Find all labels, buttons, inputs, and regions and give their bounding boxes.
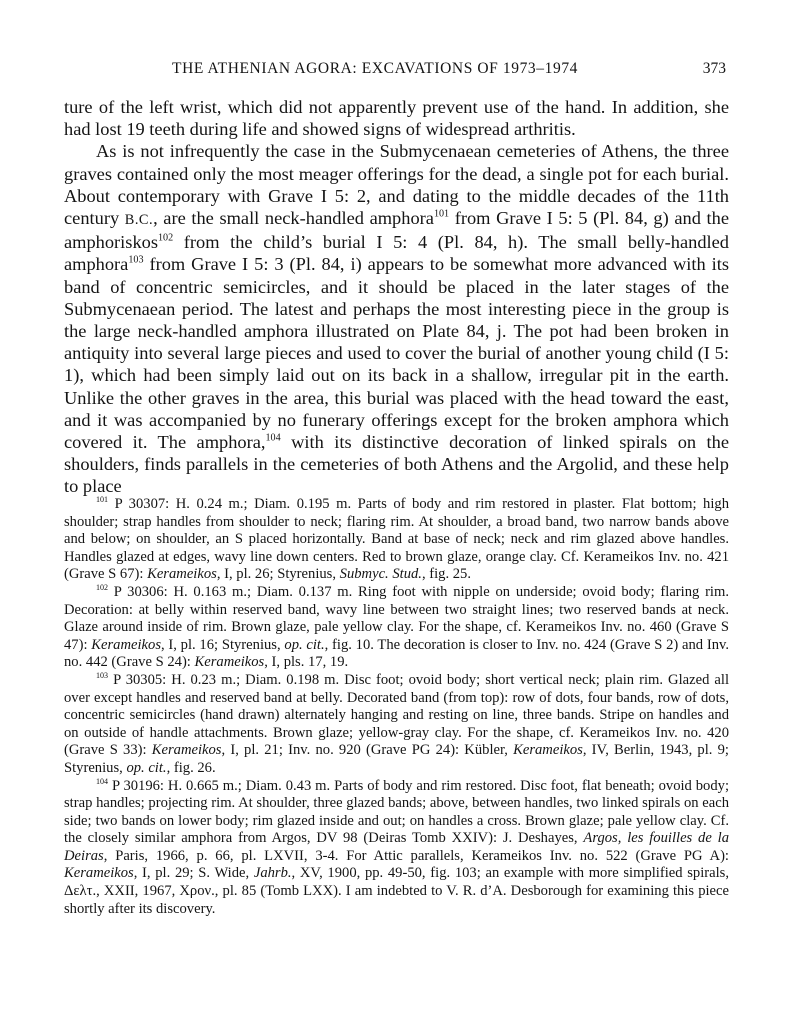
text-run: from the child’s burial I 5: 4 (Pl. 84, h). The small belly-handled amphora — [64, 232, 729, 275]
footnotes — [64, 496, 729, 918]
text-run: , I, pl. 26; Styrenius, — [216, 566, 340, 583]
paragraph-submycenaean-graves — [64, 140, 729, 497]
footnote-101 — [64, 496, 729, 584]
running-header — [98, 60, 726, 84]
text-run: , I, pls. 17, 19. — [264, 654, 349, 671]
text-run: , I, pl. 16; Styrenius, — [161, 636, 285, 653]
text-run: , fig. 26. — [166, 759, 216, 776]
text-run: with its distinctive decoration of linked spirals on the shoulders, finds parallels in the cemeteries of both Athens and the Argolid, and these help to place — [64, 432, 729, 497]
footnote-103 — [64, 672, 729, 778]
text-run: As is not infrequently the case in the Submycenaean cemeteries of Athens, the three graves contained only the most meager offerings for the dead, a single pot for each burial. About contemporary with Grave I 5: 2, and dating to the middle decades of the 11th century — [64, 141, 729, 229]
text-run: , are the small neck-handled amphora — [153, 208, 434, 229]
italic-title: Kerameikos — [147, 566, 217, 583]
footnote-number: 103 — [96, 670, 109, 680]
text-run: , IV, Berlin, 1943, pl. 9; Styrenius, — [64, 742, 729, 776]
italic-title: Jahrb. — [253, 865, 292, 882]
italic-title: Kerameikos — [194, 654, 265, 671]
era-abbrev: B.C. — [124, 212, 154, 229]
text-run: , Paris, 1966, p. 66, pl. LXVII, 3-4. For Attic parallels, Kerameikos Inv. no. 522 (Grave PG A): — [103, 847, 729, 864]
italic-title: op. cit. — [284, 636, 325, 653]
text-run: P 30306: H. 0.163 m.; Diam. 0.137 m. Ring foot with nipple on underside; ovoid body; flaring rim. Decoration: at belly within reserved band, wavy line between two straight lines; two reserved bands at neck. Glaze around inside of rim. Brown glaze, pale yellow clay. For the shape, cf. Kerameikos Inv. no. 460 (Grave S 47): — [64, 583, 729, 653]
text-run: , fig. 10. The decoration is closer to Inv. no. 424 (Grave S 2) and Inv. no. 442 (Grave S 24): — [64, 636, 729, 671]
text-run: from Grave I 5: 3 (Pl. 84, i) appears to be somewhat more advanced with its band of concentric semicircles, and it should be placed in the later stages of the Submycenaean period. The latest and perhaps the most interesting piece in the group is the large neck-handled amphora illustrated on Plate 84, j. The pot had been broken in antiquity into several large pieces and used to cover the burial of another young child (I 5: 1), which had been simply laid out on its back in a shallow, irregular pit in the earth. Unlike the other graves in the area, this burial was placed with the head toward the east, and it was accompanied by no funerary offerings except for the broken amphora which covered it. The amphora, — [64, 254, 729, 453]
main-text — [64, 96, 729, 498]
paragraph-continued: ture of the left wrist, which did not apparently prevent use of the hand. In addition, she had lost 19 teeth during life and showed signs of widespread arthritis. — [64, 97, 729, 140]
text-run: P 30307: H. 0.24 m.; Diam. 0.195 m. Parts of body and rim restored in plaster. Flat bottom; high shoulder; strap handles from shoulder to neck; flaring rim. At shoulder, a broad band, two narrow bands above and below; on shoulder, an S placed horizontally. Band at base of neck; neck and rim glazed above handles. Handles glazed at edges, wavy line down centers. Red to brown glaze, orange clay. Cf. Kerameikos Inv. no. 421 (Grave S 67): — [64, 496, 729, 583]
running-title: THE ATHENIAN AGORA: EXCAVATIONS OF 1973–1974 — [172, 60, 579, 77]
italic-title: Kerameikos — [64, 865, 134, 882]
footnote-number: 104 — [96, 776, 109, 786]
text-run: P 30305: H. 0.23 m.; Diam. 0.198 m. Disc foot; ovoid body; short vertical neck; plain rim. Glazed all over except handles and reserved band at belly. Decorated band (from top): row of dots, four bands, row of dots, concentric semicircles (hand drawn) alternately hanging and resting on line, three bands. Stripe on handles and on outside of handle attachments. Brown glaze; yellow-gray clay. For the shape, cf. Kerameikos Inv. no. 420 (Grave S 33): — [64, 671, 729, 759]
italic-title: Kerameikos — [513, 742, 583, 759]
footnote-ref-101[interactable]: 101 — [433, 208, 450, 220]
footnote-ref-103[interactable]: 103 — [128, 254, 144, 266]
footnote-104 — [64, 778, 729, 919]
footnote-ref-104[interactable]: 104 — [265, 432, 281, 444]
italic-title: op. cit. — [126, 759, 167, 776]
text-run: , XV, 1900, pp. 49-50, fig. 103; an example with more simplified spirals, Δελτ., XXII, 1967, Χρον., pl. 85 (Tomb LXX). I am indebted to V. R. d’A. Desborough for examining this piece shortly after its discovery. — [64, 865, 729, 917]
page-number: 373 — [702, 60, 726, 77]
italic-title: Submyc. Stud. — [339, 566, 422, 583]
text-run: , I, pl. 21; Inv. no. 920 (Grave PG 24): Kübler, — [221, 742, 514, 759]
italic-title: Kerameikos — [91, 636, 161, 653]
text-run: , fig. 25. — [421, 566, 471, 583]
text-run: P 30196: H. 0.665 m.; Diam. 0.43 m. Parts of body and rim restored. Disc foot, flat beneath; ovoid body; strap handles; projecting rim. At shoulder, three glazed bands; above, between handles, two linked spirals on each side; two bands on lower body; rim glazed inside and out; on handles a cross. Brown glaze; pale yellow clay. Cf. the closely similar amphora from Argos, DV 98 (Deiras Tomb XXIV): J. Deshayes, — [64, 777, 729, 847]
italic-title: Kerameikos — [151, 742, 222, 759]
text-run: , I, pl. 29; S. Wide, — [133, 865, 254, 882]
footnote-102 — [64, 584, 729, 672]
italic-title: Argos, les fouilles de la Deiras — [64, 830, 730, 864]
footnote-number: 102 — [96, 582, 109, 592]
footnote-ref-102[interactable]: 102 — [158, 232, 174, 244]
text-run: from Grave I 5: 5 (Pl. 84, g) and the amphoriskos — [64, 208, 729, 253]
footnote-number: 101 — [96, 494, 109, 504]
